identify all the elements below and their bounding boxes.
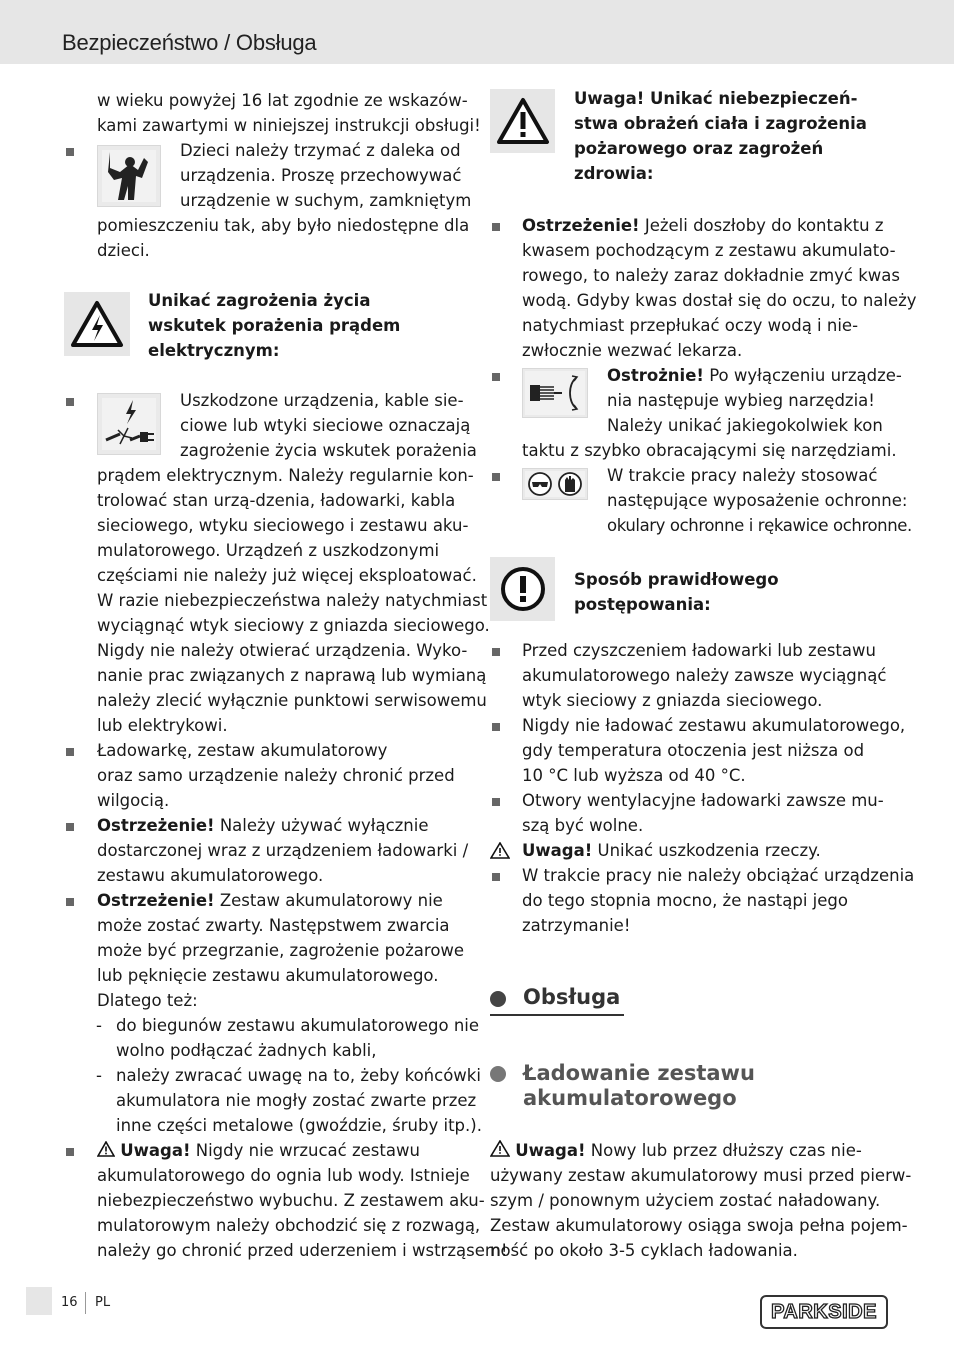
text-line: wtyk sieciowy z gniazda sieciowego. xyxy=(522,691,823,710)
text-line: częściami nie należy już więcej eksploatować. xyxy=(97,566,477,585)
bullet xyxy=(492,873,500,881)
injury-heading-line: Uwaga! Unikać niebezpieczeń- xyxy=(574,89,858,108)
charge-caution-label: Uwaga! xyxy=(515,1141,586,1160)
text-line: Ostrzeżenie! Jeżeli doszłoby do kontaktu z xyxy=(522,216,884,235)
text-line: Nigdy nie należy otwierać urządzenia. Wyko- xyxy=(97,641,468,660)
electric-heading-line: Unikać zagrożenia życia xyxy=(148,291,371,310)
warning-label: Ostrzeżenie! xyxy=(97,891,215,910)
text-line: wodą. Gdyby kwas dostał się do oczu, to należy xyxy=(522,291,917,310)
text-line: Ostrożnie! Po wyłączeniu urządze- xyxy=(607,366,902,385)
dash-marker: - xyxy=(96,1066,102,1085)
injury-heading-line: zdrowia: xyxy=(574,164,654,183)
procedure-heading-line: postępowania: xyxy=(574,595,711,614)
text-line: następujące wyposażenie ochronne: xyxy=(607,491,908,510)
parkside-logo xyxy=(760,1295,888,1329)
text-line: ność po około 3-5 cyklach ładowania. xyxy=(490,1241,798,1260)
page-header xyxy=(0,0,954,64)
text-line: W trakcie pracy nie należy obciążać urządzenia xyxy=(522,866,915,885)
text-line: do tego stopnia mocno, że nastąpi jego xyxy=(522,891,848,910)
text-line: może być przegrzanie, zagrożenie pożarowe xyxy=(97,941,465,960)
text-line: taktu z szybko obracającymi się narzędziami. xyxy=(522,441,897,460)
text-line: Nigdy nie ładować zestawu akumulatorowego, xyxy=(522,716,906,735)
text-line: natychmiast przepłukać oczy wodą i nie- xyxy=(522,316,859,335)
text-line: należy zwracać uwagę na to, żeby końcówki xyxy=(116,1066,481,1085)
electric-heading-line: elektrycznym: xyxy=(148,341,280,360)
text-line: zagrożenie życia wskutek porażenia xyxy=(180,441,477,460)
section-title: Obsługa xyxy=(523,985,621,1009)
text-line: lub elektrykowi. xyxy=(97,716,228,735)
text-line: nia następuje wybieg narzędzia! xyxy=(607,391,875,410)
electric-heading-line: wskutek porażenia prądem xyxy=(148,316,401,335)
small-warning-icon xyxy=(490,1140,510,1157)
general-warning-icon xyxy=(490,89,555,153)
text-line: Uszkodzone urządzenia, kable sie- xyxy=(180,391,464,410)
text-line: kami zawartymi w niniejszej instrukcji obsługi! xyxy=(97,116,481,135)
section-underline xyxy=(490,1014,624,1016)
text-line: akumulatorowego należy zawsze wyciągnąć xyxy=(522,666,887,685)
damage-caution-label: Uwaga! xyxy=(522,841,593,860)
bullet xyxy=(66,1148,74,1156)
text-line: Uwaga! Nigdy nie wrzucać zestawu xyxy=(97,1138,420,1163)
protective-equipment-icon xyxy=(522,468,588,500)
text-line: Otwory wentylacyjne ładowarki zawsze mu- xyxy=(522,791,884,810)
text-line: dostarczonej wraz z urządzeniem ładowarki / xyxy=(97,841,469,860)
bullet xyxy=(492,373,500,381)
text-line: wyciągnąć wtyk sieciowy z gniazda sieciowego. xyxy=(97,616,490,635)
subsection-bullet-dot xyxy=(490,1066,506,1082)
warning-label: Ostrzeżenie! xyxy=(522,216,640,235)
page-number: 16 xyxy=(61,1295,78,1310)
footer-divider xyxy=(85,1292,86,1314)
text-line: Dlatego też: xyxy=(97,991,198,1010)
text-line: sieciowego, wtyku sieciowego i zestawu aku- xyxy=(97,516,469,535)
electric-warning-icon xyxy=(64,292,130,356)
text-line: wilgocią. xyxy=(97,791,170,810)
text-line: trolować stan urzą-dzenia, ładowarki, kabla xyxy=(97,491,456,510)
bullet xyxy=(492,648,500,656)
text-line: Uwaga! Nowy lub przez dłuższy czas nie- xyxy=(490,1138,862,1163)
page-title: Bezpieczeństwo / Obsługa xyxy=(62,30,317,55)
exclamation-icon xyxy=(490,557,555,621)
text-line: zwłocznie wezwać lekarza. xyxy=(522,341,743,360)
small-warning-icon xyxy=(97,1141,115,1157)
text-line: Ostrzeżenie! Należy używać wyłącznie xyxy=(97,816,429,835)
text-line: wolno podłączać żadnych kabli, xyxy=(116,1041,377,1060)
text-line: Należy unikać jakiegokolwiek kon xyxy=(607,416,883,435)
text-line: Przed czyszczeniem ładowarki lub zestawu xyxy=(522,641,876,660)
text-line: szą być wolne. xyxy=(522,816,644,835)
text-line: prądem elektrycznym. Należy regularnie kon- xyxy=(97,466,474,485)
text-line: 10 °C lub wyższa od 40 °C. xyxy=(522,766,746,785)
text-line: do biegunów zestawu akumulatorowego nie xyxy=(116,1016,480,1035)
text-line: akumulatora nie mogły zostać zwarte przez xyxy=(116,1091,477,1110)
warning-label: Ostrzeżenie! xyxy=(97,816,215,835)
text-line: zatrzymanie! xyxy=(522,916,631,935)
injury-heading-line: pożarowego oraz zagrożeń xyxy=(574,139,824,158)
section-bullet-dot xyxy=(490,991,506,1007)
text-line: należy zlecić wyłącznie punktowi serwisowemu xyxy=(97,691,487,710)
text-line: Zestaw akumulatorowy osiąga swoja pełna pojem- xyxy=(490,1216,908,1235)
text-line: W trakcie pracy należy stosować xyxy=(607,466,878,485)
dash-marker: - xyxy=(96,1016,102,1035)
text-line: kwasem pochodzącym z zestawu akumulato- xyxy=(522,241,896,260)
bullet xyxy=(66,748,74,756)
logo-text: PARKSIDE xyxy=(771,1300,877,1323)
text-line: mulatorowym należy obchodzić się z rozwagą, xyxy=(97,1216,481,1235)
text-line: urządzenie w suchym, zamkniętym xyxy=(180,191,472,210)
footer-marker xyxy=(26,1287,52,1315)
small-warning-icon xyxy=(490,842,510,859)
subsection-title-line: Ładowanie zestawu xyxy=(523,1061,755,1085)
text-line: ciowe lub wtyki sieciowe oznaczają xyxy=(180,416,471,435)
text-line: Uwaga! Unikać uszkodzenia rzeczy. xyxy=(522,841,821,860)
caution-label: Uwaga! xyxy=(120,1141,191,1160)
text-line: niebezpieczeństwo wybuchu. Z zestawem aku- xyxy=(97,1191,485,1210)
text-line: lub pęknięcie zestawu akumulatorowego. xyxy=(97,966,439,985)
rotating-tool-icon xyxy=(522,368,588,418)
bullet xyxy=(66,148,74,156)
text-line: mulatorowego. Urządzeń z uszkodzonymi xyxy=(97,541,440,560)
bullet xyxy=(492,473,500,481)
bullet xyxy=(492,723,500,731)
text-line: inne części metalowe (gwoździe, śruby itp.). xyxy=(116,1116,482,1135)
text-line: Dzieci należy trzymać z daleka od xyxy=(180,141,461,160)
bullet xyxy=(66,823,74,831)
bullet xyxy=(66,398,74,406)
text-line: pomieszczeniu tak, aby było niedostępne dla xyxy=(97,216,470,235)
text-line: nanie prac związanych z naprawą lub wymianą xyxy=(97,666,487,685)
text-line: zestawu akumulatorowego. xyxy=(97,866,324,885)
damaged-cable-icon xyxy=(97,393,161,455)
bullet xyxy=(66,898,74,906)
careful-label: Ostrożnie! xyxy=(607,366,704,385)
subsection-title-line: akumulatorowego xyxy=(523,1086,737,1110)
text-line: Ostrzeżenie! Zestaw akumulatorowy nie xyxy=(97,891,443,910)
text-line: może zostać zwarty. Następstwem zwarcia xyxy=(97,916,450,935)
language-code: PL xyxy=(95,1295,111,1310)
bullet xyxy=(492,223,500,231)
text-line: W razie niebezpieczeństwa należy natychmiast xyxy=(97,591,488,610)
text-line: okulary ochronne i rękawice ochronne. xyxy=(607,516,912,535)
text-line: używany zestaw akumulatorowy musi przed pierw- xyxy=(490,1166,912,1185)
text-line: Ładowarkę, zestaw akumulatorowy xyxy=(97,741,388,760)
injury-heading-line: stwa obrażeń ciała i zagrożenia xyxy=(574,114,867,133)
text-line: szym / ponownym użyciem zostać naładowany. xyxy=(490,1191,881,1210)
procedure-heading-line: Sposób prawidłowego xyxy=(574,570,779,589)
text-line: oraz samo urządzenie należy chronić przed xyxy=(97,766,455,785)
text-line: należy go chronić przed uderzeniem i wstrząsem! xyxy=(97,1241,508,1260)
text-line: akumulatorowego do ognia lub wody. Istnieje xyxy=(97,1166,470,1185)
bullet xyxy=(492,798,500,806)
children-keep-away-icon xyxy=(97,145,161,207)
text-line: gdy temperatura otoczenia jest niższa od xyxy=(522,741,865,760)
text-line: dzieci. xyxy=(97,241,150,260)
text-line: w wieku powyżej 16 lat zgodnie ze wskazów- xyxy=(97,91,468,110)
text-line: rowego, to należy zaraz dokładnie zmyć kwas xyxy=(522,266,900,285)
text-line: urządzenia. Proszę przechowywać xyxy=(180,166,462,185)
